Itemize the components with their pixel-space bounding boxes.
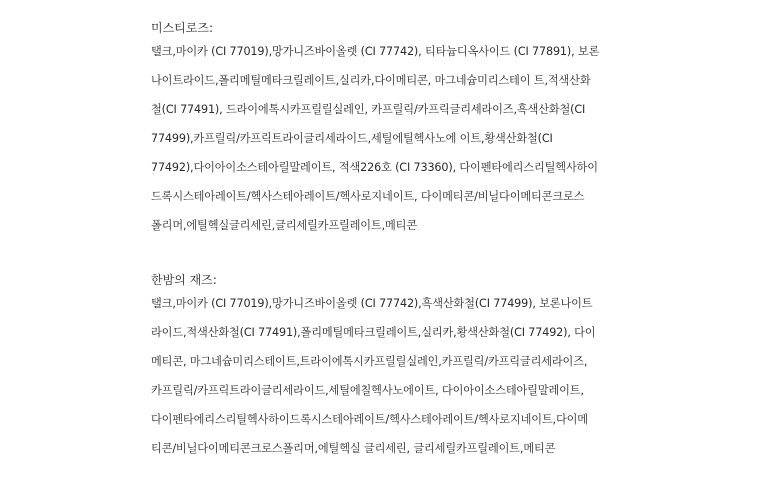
ingredient-line: 나이트라이드,폴리메틸메타크릴레이트,실리카,다이메티콘, 마그네슘미리스테이 트,적색산화 bbox=[151, 74, 591, 87]
ingredient-line: 탤크,마이카 (CI 77019),망가니즈바이올렛 (CI 77742),흑색산화철(CI 77499), 보론나이트 bbox=[151, 297, 593, 310]
ingredient-line: 폴리머,에틸헥실글리세린,글리세릴카프릴레이트,메티콘 bbox=[151, 219, 417, 232]
ingredient-line: 메티콘, 마그네슘미리스테이트,트라이에톡시카프릴릴실레인,카프릴릭/카프릭글리세라이즈, bbox=[151, 355, 588, 368]
ingredient-line: 탤크,마이카 (CI 77019),망가니즈바이올렛 (CI 77742), 티타늄디옥사이드 (CI 77891), 보론 bbox=[151, 45, 600, 58]
section-midnight-jazz bbox=[151, 270, 633, 459]
section-title: 미스티로즈: bbox=[151, 21, 214, 35]
ingredients-document bbox=[151, 18, 633, 468]
ingredient-line: 드록시스테아레이트/헥사스테아레이트/헥사로지네이트, 다이메티콘/비닐다이메티콘크로스 bbox=[151, 190, 585, 203]
ingredient-line: 77492),다이아이소스테아릴말레이트, 적색226호 (CI 73360), 다이펜타에리스리틸헥사하이 bbox=[151, 161, 598, 174]
ingredient-line: 철(CI 77491), 드라이에톡시카프릴릴실레인, 카프릴릭/카프릭글리세라이즈,흑색산화철(CI bbox=[151, 103, 586, 116]
section-title: 한밤의 재즈: bbox=[151, 273, 217, 287]
section-spacer bbox=[151, 245, 633, 270]
ingredient-line: 다이펜타에리스리틸헥사하이드록시스테아레이트/헥사스테아레이트/헥사로지네이트,다이메 bbox=[151, 413, 588, 426]
ingredient-line: 카프릴릭/카프릭트라이글리세라이드,세틸에칠헥사노에이트, 다이아이소스테아릴말레이트, bbox=[151, 384, 584, 397]
section-misty-rose bbox=[151, 18, 633, 236]
ingredient-line: 라이드,적색산화철(CI 77491),폴리메틸메타크릴레이트,실리카,황색산화철(CI 77492), 다이 bbox=[151, 326, 596, 339]
ingredient-line: 77499),카프릴릭/카프릭트라이글리세라이드,세틸에틸헥사노에 이트,황색산화철(CI bbox=[151, 132, 553, 145]
ingredient-line: 티콘/비닐다이메티콘크로스폴리머,에틸헥실 글리세린, 글리세릴카프릴레이트,메티콘 bbox=[151, 442, 556, 455]
